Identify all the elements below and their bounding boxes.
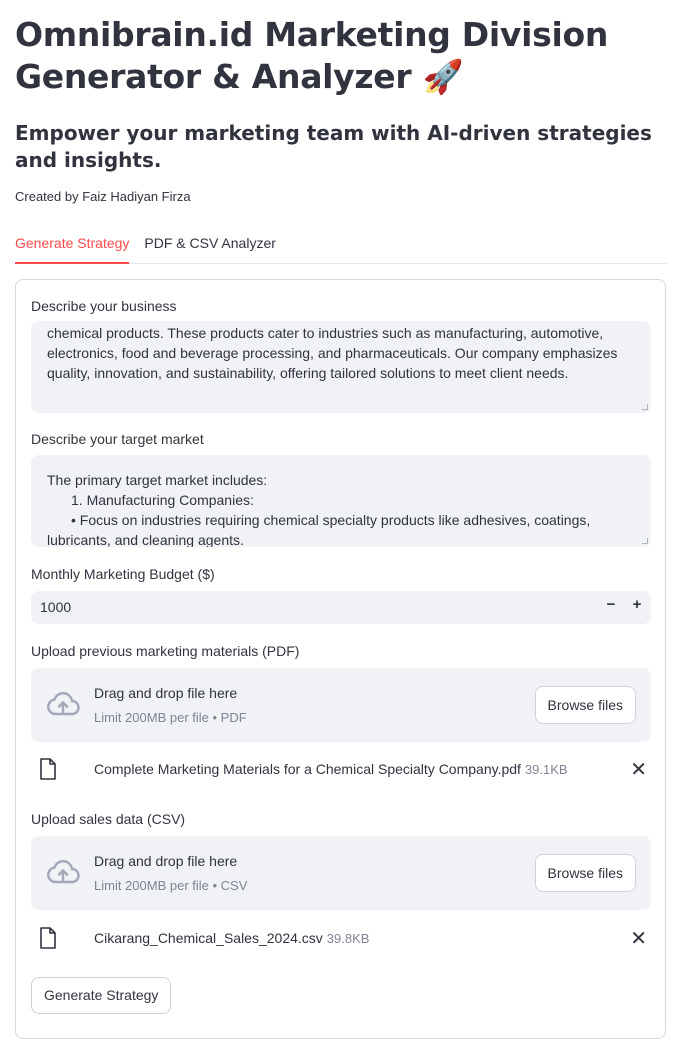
dropzone-title: Drag and drop file here [94, 853, 238, 869]
business-line: electronics, food and beverage processing, and pharmaceuticals. Our company emphasizes [47, 345, 618, 361]
budget-value[interactable]: 1000 [40, 599, 72, 615]
tab-pdf-csv-analyzer[interactable]: PDF & CSV Analyzer [144, 235, 276, 251]
uploaded-file-csv [31, 924, 651, 954]
browse-files-button[interactable]: Browse files [535, 686, 636, 724]
file-name-line [94, 930, 369, 946]
remove-file-icon[interactable]: ✕ [630, 759, 647, 781]
page-subtitle: Empower your marketing team with AI-driven strategies and insights. [15, 121, 652, 172]
pdf-upload-label: Upload previous marketing materials (PDF) [31, 643, 300, 659]
cloud-upload-icon [46, 858, 80, 886]
browse-files-button[interactable]: Browse files [535, 854, 636, 892]
file-name: Complete Marketing Materials for a Chemical Specialty Company.pdf [94, 761, 521, 777]
target-line: • Focus on industries requiring chemical specialty products like adhesives, coatings, [71, 512, 591, 528]
business-line: quality, innovation, and sustainability, offering tailored solutions to meet client needs. [47, 365, 569, 381]
resize-handle-icon[interactable] [642, 538, 648, 544]
uploaded-file-pdf [31, 755, 651, 785]
dropzone-limit: Limit 200MB per file • CSV [94, 878, 248, 893]
dropzone-limit: Limit 200MB per file • PDF [94, 710, 247, 725]
increment-button[interactable]: + [632, 596, 642, 613]
csv-dropzone[interactable] [31, 836, 651, 910]
pdf-dropzone[interactable] [31, 668, 651, 742]
business-label: Describe your business [31, 298, 177, 314]
resize-handle-icon[interactable] [642, 404, 648, 410]
business-textarea[interactable] [31, 321, 651, 413]
tab-generate-strategy[interactable]: Generate Strategy [15, 230, 129, 264]
csv-upload-label: Upload sales data (CSV) [31, 811, 186, 827]
target-line: The primary target market includes: [47, 472, 268, 488]
file-size: 39.1KB [524, 762, 568, 777]
target-line: 1. Manufacturing Companies: [71, 492, 254, 508]
cloud-upload-icon [46, 690, 80, 718]
target-line: lubricants, and cleaning agents. [47, 532, 244, 547]
budget-label: Monthly Marketing Budget ($) [31, 566, 215, 582]
strategy-form [15, 279, 666, 1039]
business-line: chemical products. These products cater to industries such as manufacturing, automotive, [47, 325, 604, 341]
file-icon [39, 758, 57, 780]
file-name-line [94, 761, 568, 777]
dropzone-title: Drag and drop file here [94, 685, 238, 701]
tab-bar [15, 230, 666, 264]
target-market-textarea[interactable] [31, 455, 651, 547]
file-name: Cikarang_Chemical_Sales_2024.csv [94, 930, 323, 946]
author-caption: Created by Faiz Hadiyan Firza [15, 189, 191, 204]
file-icon [39, 927, 57, 949]
generate-strategy-button[interactable]: Generate Strategy [31, 977, 171, 1014]
target-market-label: Describe your target market [31, 431, 204, 447]
file-size: 39.8KB [326, 931, 370, 946]
remove-file-icon[interactable]: ✕ [630, 928, 647, 950]
page-title: Omnibrain.id Marketing Division Generator & Analyzer 🚀 [15, 15, 609, 96]
budget-number-input[interactable] [31, 591, 651, 624]
decrement-button[interactable]: − [606, 596, 616, 613]
